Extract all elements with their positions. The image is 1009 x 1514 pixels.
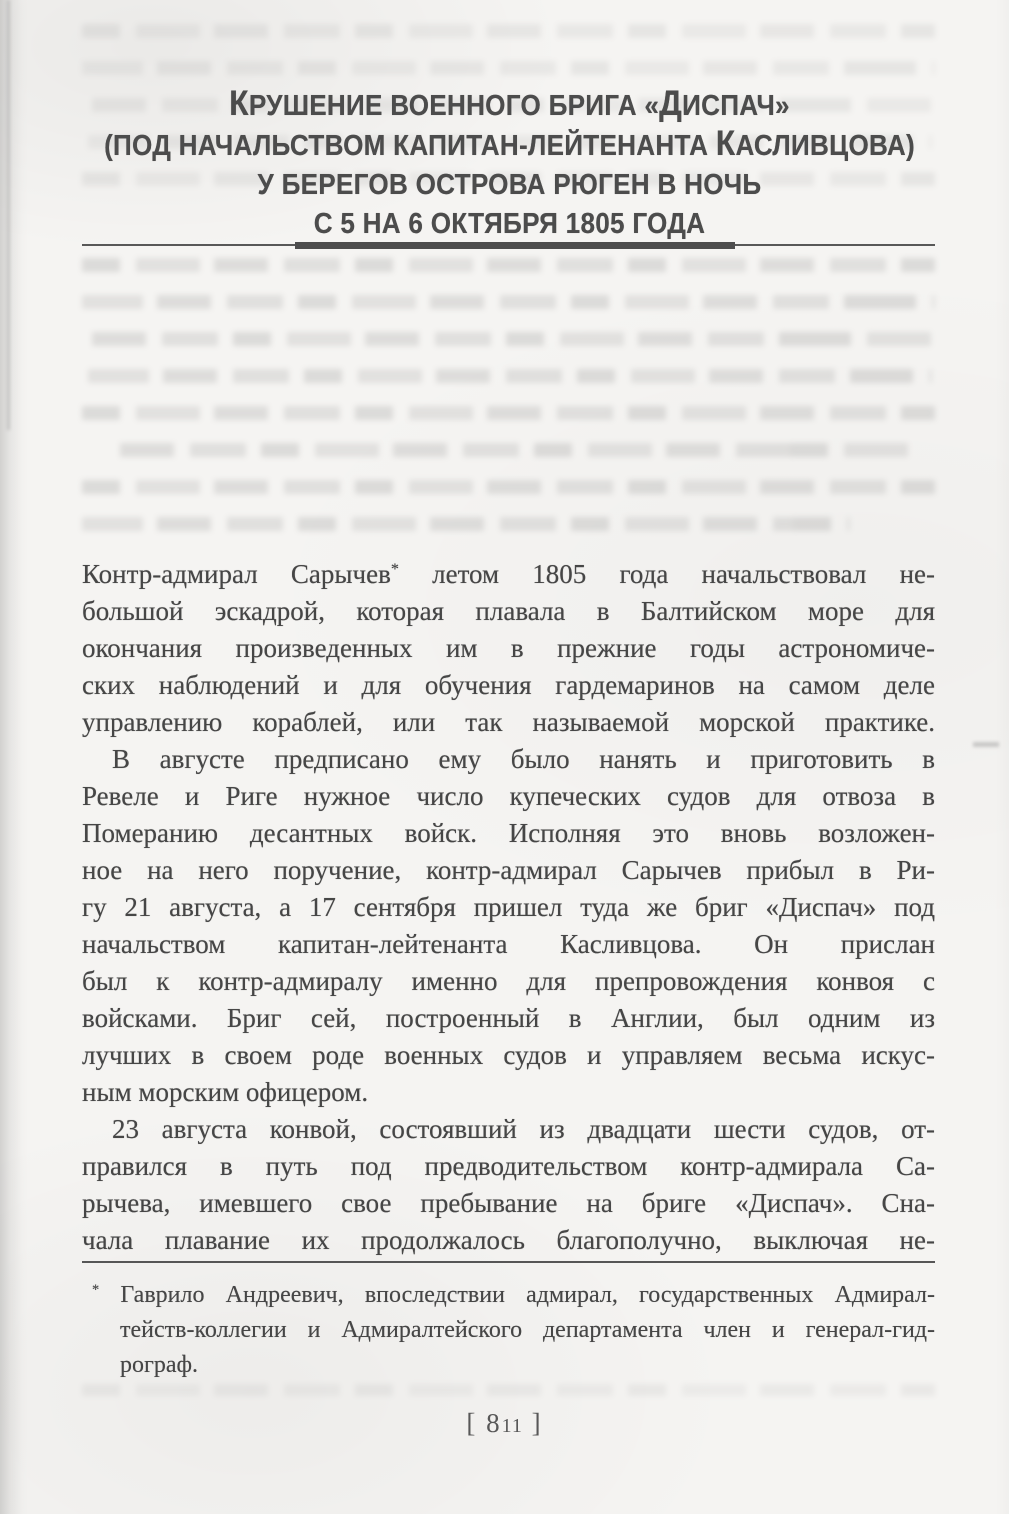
text-line: гу 21 августа, а 17 сентября пришел туда же бриг «Диспач» под	[82, 891, 935, 922]
text-line: правился в путь под предводительством контр-адмирала Са-	[82, 1150, 935, 1181]
text-line: ских наблюдений и для обучения гардемаринов на самом деле	[82, 669, 935, 700]
bleed-row	[82, 406, 935, 420]
text-line: ным морским офицером.	[82, 1076, 369, 1107]
text-line: лучших в своем роде военных судов и управляем весьма искус-	[82, 1039, 935, 1070]
text-line: большой эскадрой, которая плавала в Балтийском море для	[82, 595, 935, 626]
bleed-row	[82, 61, 935, 75]
text-line: чала плавание их продолжалось благополучно, выключая не-	[82, 1224, 935, 1255]
footnote-line: тейств-коллегии и Адмиралтейского департамента член и генерал-гид-	[120, 1316, 935, 1343]
footnote-line: рограф.	[120, 1351, 199, 1378]
bleed-row	[82, 295, 935, 309]
text-line: Контр-адмирал Сарычев* летом 1805 года начальствовал не-	[82, 558, 935, 589]
paragraph	[82, 741, 935, 1111]
text-line: начальством капитан-лейтенанта Касливцова. Он прислан	[82, 928, 935, 959]
heading-line: С 5 НА 6 ОКТЯБРЯ 1805 ГОДА	[313, 208, 706, 240]
bleed-row	[88, 369, 932, 383]
bleed-row	[82, 480, 935, 494]
text-line: 23 августа конвой, состоявший из двадцати шести судов, от-	[112, 1113, 935, 1144]
scan-edge-line	[7, 0, 10, 430]
bleed-row	[82, 332, 935, 346]
text-line: ное на него поручение, контр-адмирал Сарычев прибыл в Ри-	[82, 854, 935, 885]
heading-rule	[82, 244, 935, 246]
paragraph	[82, 1111, 935, 1259]
text-line: управлению кораблей, или так называемой морской практике.	[82, 706, 935, 737]
bleed-row	[82, 24, 935, 38]
bleed-row	[82, 1384, 935, 1396]
page-number: [ 811 ]	[466, 1408, 543, 1438]
heading-line: КРУШЕНИЕ ВОЕННОГО БРИГА «ДИСПАЧ»	[229, 84, 790, 123]
heading-line: У БЕРЕГОВ ОСТРОВА РЮГЕН В НОЧЬ	[257, 169, 762, 201]
bleed-row	[82, 517, 850, 531]
page-gutter-shadow	[0, 0, 22, 1514]
footnote-separator	[82, 1261, 935, 1263]
footnote	[82, 1273, 935, 1383]
bleed-through-rows	[82, 258, 935, 554]
body-text	[82, 551, 935, 1259]
text-line: Померанию десантных войск. Исполняя это вновь возложен-	[82, 817, 935, 848]
text-line: В августе предписано ему было нанять и приготовить в	[112, 743, 935, 774]
chapter-heading	[40, 86, 979, 244]
bleed-row	[82, 258, 935, 272]
text-line: Ревеле и Риге нужное число купеческих судов для отвоза в	[82, 780, 935, 811]
text-line: войсками. Бриг сей, построенный в Англии, был одним из	[82, 1002, 935, 1033]
footnote-line: * Гаврило Андреевич, впоследствии адмирал, государственных Адмирал-	[92, 1281, 935, 1308]
text-line: рычева, имевшего свое пребывание на бриге «Диспач». Сна-	[82, 1187, 935, 1218]
text-line: был к контр-адмиралу именно для препровождения конвоя с	[82, 965, 935, 996]
text-line: окончания произведенных им в прежние годы астрономиче-	[82, 632, 935, 663]
bleed-row	[110, 443, 912, 457]
heading-line: (ПОД НАЧАЛЬСТВОМ КАПИТАН-ЛЕЙТЕНАНТА КАСЛИВЦОВА)	[104, 124, 915, 163]
paragraph	[82, 551, 935, 741]
heading-rule-thick-segment	[295, 242, 735, 249]
scan-artifact-dash	[973, 742, 999, 747]
